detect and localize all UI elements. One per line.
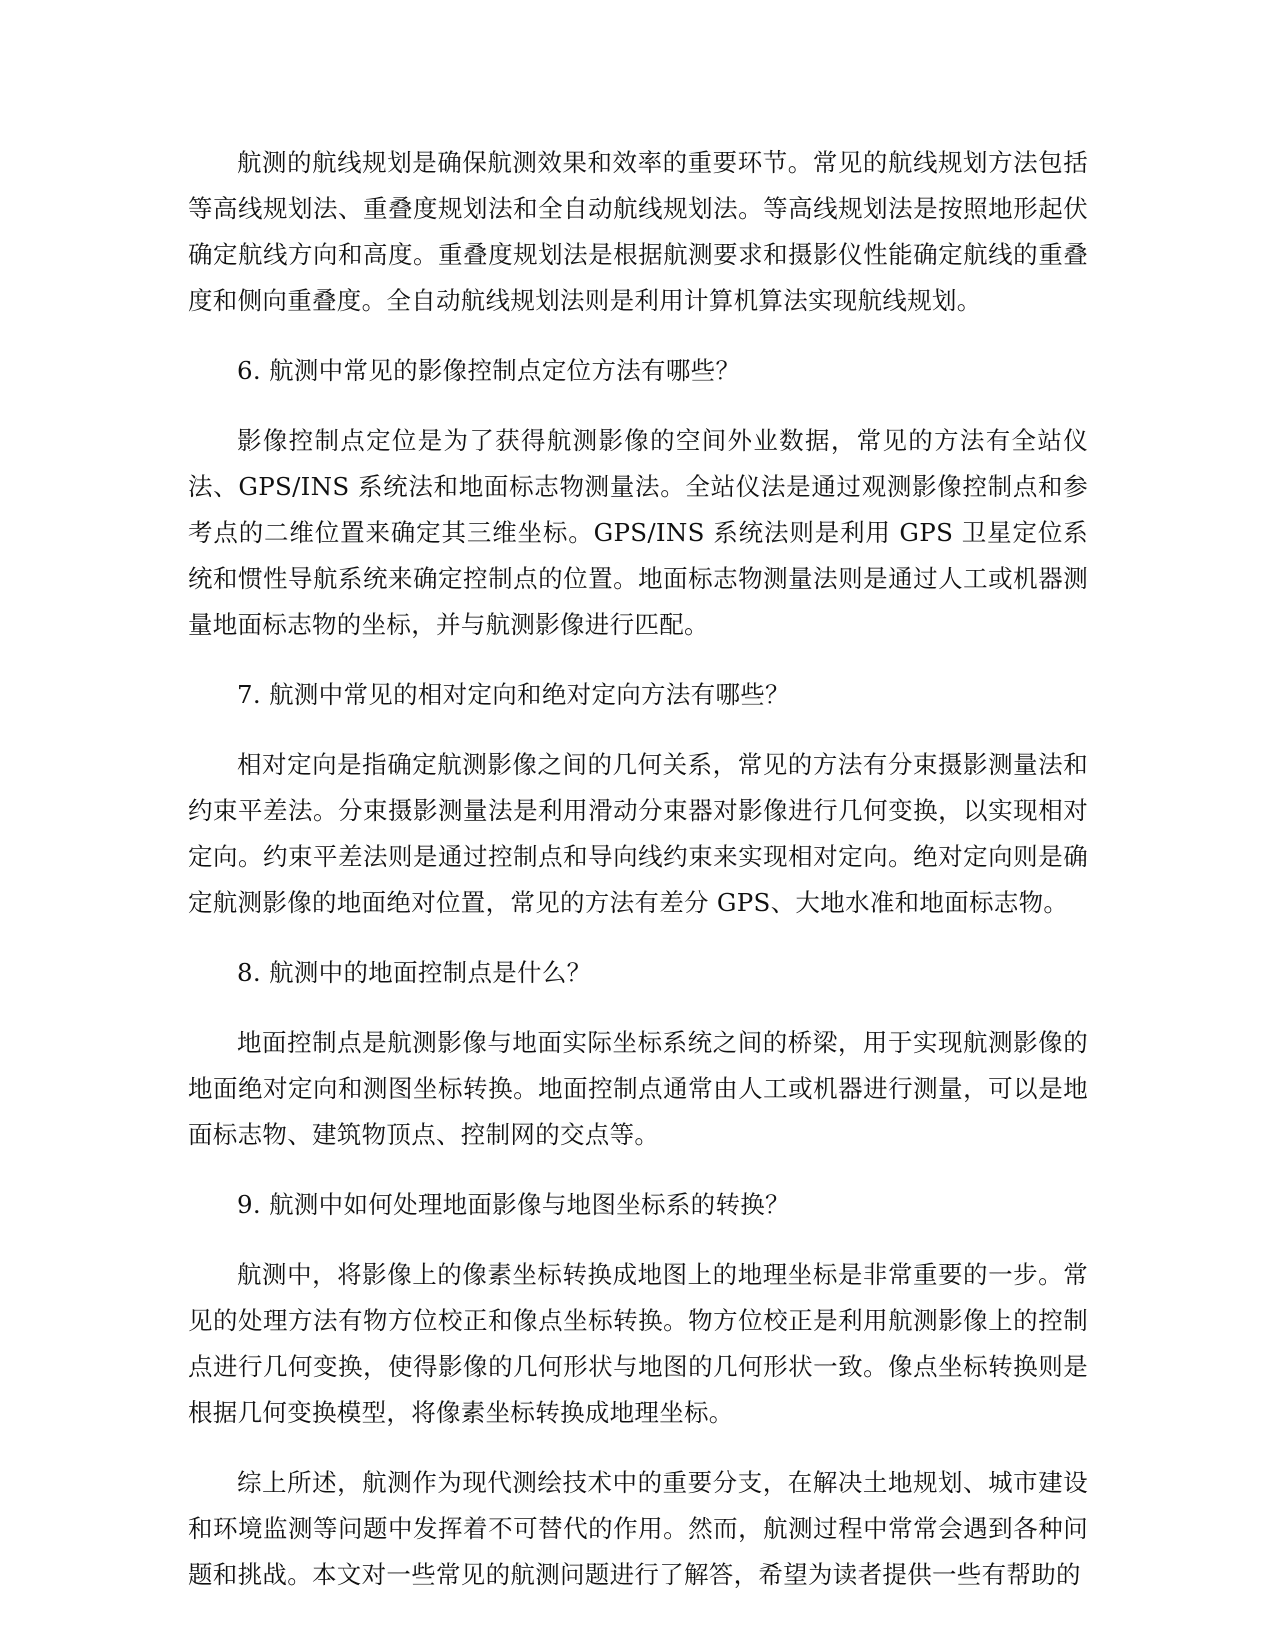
question-6-heading: 6. 航测中常见的影像控制点定位方法有哪些？ <box>237 356 741 385</box>
paragraph-summary: 综上所述，航测作为现代测绘技术中的重要分支，在解决土地规划、城市建设和环境监测等问题中发挥着不可替代的作用。然而，航测过程中常常会遇到各种问题和挑战。本文对一些常见的航测问题进行了解答，希望为读者提供一些有帮助的 <box>188 1468 1088 1589</box>
paragraph-route-planning: 航测的航线规划是确保航测效果和效率的重要环节。常见的航线规划方法包括等高线规划法、重叠度规划法和全自动航线规划法。等高线规划法是按照地形起伏确定航线方向和高度。重叠度规划法是根据航测要求和摄影仪性能确定航线的重叠度和侧向重叠度。全自动航线规划法则是利用计算机算法实现航线规划。 <box>188 148 1088 315</box>
paragraph-control-point-positioning: 影像控制点定位是为了获得航测影像的空间外业数据，常见的方法有全站仪法、GPS/INS 系统法和地面标志物测量法。全站仪法是通过观测影像控制点和参考点的二维位置来确定其三维坐标。GPS/INS 系统法则是利用 GPS 卫星定位系统和惯性导航系统来确定控制点的位置。地面标志物测量法则是通过人工或机器测量地面标志物的坐标，并与航测影像进行匹配。 <box>188 426 1088 639</box>
question-7-heading: 7. 航测中常见的相对定向和绝对定向方法有哪些？ <box>237 680 790 709</box>
paragraph-ground-control-points: 地面控制点是航测影像与地面实际坐标系统之间的桥梁，用于实现航测影像的地面绝对定向和测图坐标转换。地面控制点通常由人工或机器进行测量，可以是地面标志物、建筑物顶点、控制网的交点等。 <box>188 1028 1088 1149</box>
paragraph-orientation-methods: 相对定向是指确定航测影像之间的几何关系，常见的方法有分束摄影测量法和约束平差法。分束摄影测量法是利用滑动分束器对影像进行几何变换，以实现相对定向。约束平差法则是通过控制点和导向线约束来实现相对定向。绝对定向则是确定航测影像的地面绝对位置，常见的方法有差分 GPS、大地水准和地面标志物。 <box>188 750 1088 917</box>
document-body <box>188 140 1088 1622</box>
paragraph-coordinate-conversion: 航测中，将影像上的像素坐标转换成地图上的地理坐标是非常重要的一步。常见的处理方法有物方位校正和像点坐标转换。物方位校正是利用航测影像上的控制点进行几何变换，使得影像的几何形状与地图的几何形状一致。像点坐标转换则是根据几何变换模型，将像素坐标转换成地理坐标。 <box>188 1260 1088 1427</box>
question-8-heading: 8. 航测中的地面控制点是什么？ <box>237 958 592 987</box>
question-9-heading: 9. 航测中如何处理地面影像与地图坐标系的转换？ <box>237 1190 790 1219</box>
